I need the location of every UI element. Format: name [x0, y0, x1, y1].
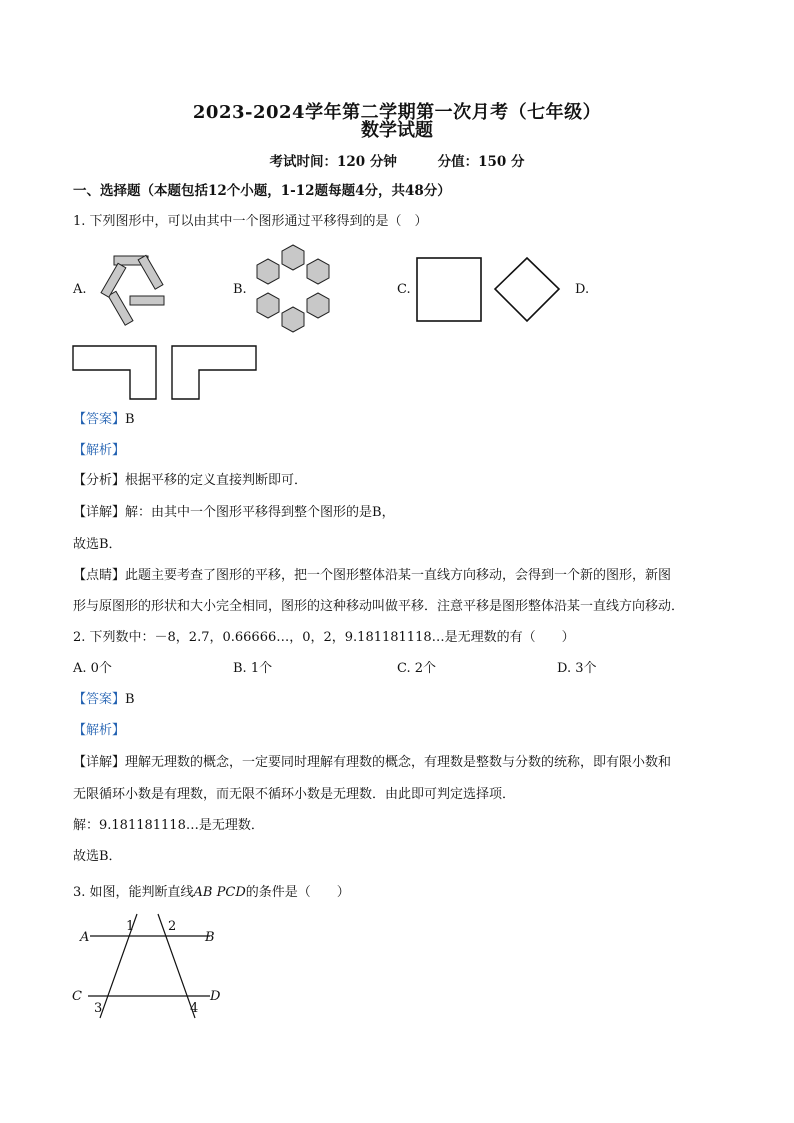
q1-dianjing-text-1: 此题主要考查了图形的平移，把一个图形整体沿某一直线方向移动，会得到一个新的图形，新图 [125, 568, 672, 583]
xiangjie-tag: 【详解】 [73, 505, 126, 520]
q3-stem-suffix: 的条件是（ ） [245, 885, 350, 900]
q2-answer-value: B [125, 692, 135, 707]
q1-option-a-label: A. [73, 282, 87, 297]
label-c: C [72, 989, 82, 1004]
answer-tag: 【答案】 [73, 412, 126, 427]
q2-option-b: B. 1个 [233, 661, 273, 676]
fenxi-tag: 【分析】 [73, 473, 126, 488]
q2-option-c: C. 2个 [397, 661, 437, 676]
q3-stem [73, 884, 350, 902]
q2-option-a: A. 0个 [73, 661, 112, 676]
page-subtitle: 数学试题 [361, 120, 433, 141]
q1-dianjing-1 [73, 567, 671, 585]
q3-figure [70, 912, 230, 1022]
q1-fenxi [73, 472, 307, 490]
q2-analysis-tag: 【解析】 [73, 723, 126, 738]
q1-option-c-label: C. [397, 282, 411, 297]
label-3: 3 [94, 1001, 103, 1016]
xiangjie-tag: 【详解】 [73, 755, 126, 770]
exam-score: 分值：150 分 [437, 154, 525, 170]
label-4: 4 [190, 1001, 199, 1016]
q1-conclusion: 故选B． [73, 537, 122, 552]
label-1: 1 [126, 919, 135, 934]
q1-fenxi-text: 根据平移的定义直接判断即可． [125, 473, 308, 488]
q1-answer-value: B [125, 412, 135, 427]
q1-option-a-figure [92, 250, 172, 328]
exam-info [0, 150, 794, 170]
q1-option-c-figure [416, 257, 566, 323]
q2-conclusion: 故选B． [73, 849, 122, 864]
section-heading: 一、选择题（本题包括12个小题，1-12题每题4分，共48分） [73, 183, 451, 199]
q1-xiangjie-text: 解：由其中一个图形平移得到整个图形的是B， [125, 505, 395, 520]
q3-stem-math: AB PCD [193, 885, 246, 900]
q1-option-d-label: D. [575, 282, 590, 297]
exam-time: 考试时间：120 分钟 [269, 154, 397, 170]
q2-xiangjie-1 [73, 754, 671, 772]
q1-option-b-label: B. [233, 282, 247, 297]
dianjing-tag: 【点睛】 [73, 568, 126, 583]
q2-stem: 2. 下列数中：－8，2.7，0.66666…，0，2，9.181181118…是无理数的有（ ） [73, 630, 575, 645]
q1-answer [73, 411, 135, 429]
answer-tag: 【答案】 [73, 692, 126, 707]
q2-xiangjie-text-1: 理解无理数的概念，一定要同时理解有理数的概念，有理数是整数与分数的统称，即有限小数和 [125, 755, 672, 770]
q1-dianjing-2: 形与原图形的形状和大小完全相同，图形的这种移动叫做平移．注意平移是图形整体沿某一直线方向移动． [73, 599, 685, 614]
q2-solution: 解：9.181181118…是无理数． [73, 818, 264, 833]
q2-answer [73, 691, 135, 709]
label-d: D [210, 989, 221, 1004]
q1-option-d-figure [72, 345, 258, 401]
label-b: B [205, 930, 215, 945]
label-2: 2 [168, 919, 177, 934]
q1-stem: 1. 下列图形中，可以由其中一个图形通过平移得到的是（ ） [73, 214, 428, 229]
q2-option-d: D. 3个 [557, 661, 597, 676]
page-title: 2023-2024学年第二学期第一次月考（七年级） [192, 102, 602, 123]
label-a: A [80, 930, 90, 945]
q3-stem-prefix: 3. 如图，能判断直线 [73, 885, 194, 900]
q1-xiangjie [73, 504, 395, 522]
q1-option-b-figure [250, 245, 336, 333]
q2-xiangjie-2: 无限循环小数是有理数，而无限不循环小数是无理数．由此即可判定选择项． [73, 787, 516, 802]
q1-analysis-tag: 【解析】 [73, 443, 126, 458]
